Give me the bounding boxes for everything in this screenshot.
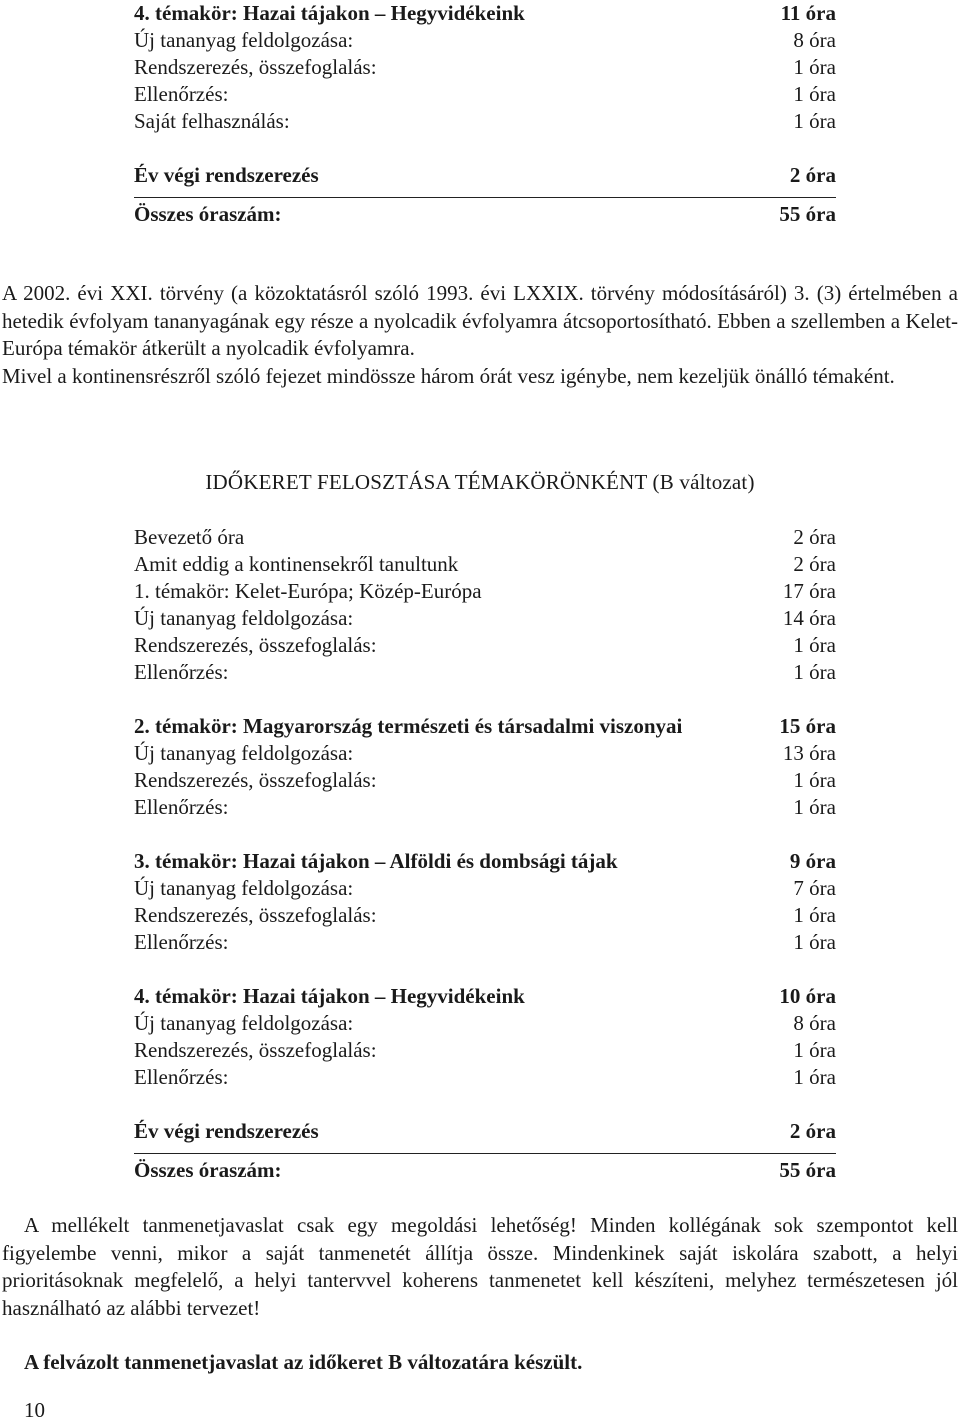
row-label: Új tananyag feldolgozása: — [134, 1011, 354, 1035]
intro-text — [2, 280, 958, 390]
row-label: Ellenőrzés: — [134, 1065, 229, 1089]
table-row — [134, 0, 836, 27]
row-label: Ellenőrzés: — [134, 660, 229, 684]
topic-hours: 9 óra — [789, 849, 836, 873]
row-hours: 8 óra — [793, 28, 836, 52]
topic-label: 2. témakör: Magyarország természeti és társadalmi viszonyai — [134, 714, 683, 738]
topic-hours: 11 óra — [780, 1, 836, 25]
row-label: Saját felhasználás: — [134, 109, 290, 133]
row-label: Rendszerezés, összefoglalás: — [134, 633, 377, 657]
row-label: Ellenőrzés: — [134, 82, 229, 106]
row-hours: 13 óra — [782, 741, 836, 765]
topic-label: 4. témakör: Hazai tájakon – Hegyvidékeink — [134, 984, 525, 1008]
row-label: Új tananyag feldolgozása: — [134, 606, 354, 630]
year-end-hours: 2 óra — [789, 163, 836, 187]
table-row — [134, 108, 836, 135]
row-hours: 8 óra — [793, 1011, 836, 1035]
row-hours: 1 óra — [793, 768, 836, 792]
row-hours: 14 óra — [782, 606, 836, 630]
row-hours: 2 óra — [793, 525, 836, 549]
row-label: Új tananyag feldolgozása: — [134, 741, 354, 765]
closing-text — [2, 1212, 958, 1322]
table-row — [134, 54, 836, 81]
top-hours-table — [134, 0, 836, 228]
section-heading: IDŐKERET FELOSZTÁSA TÉMAKÖRÖNKÉNT (B változat) — [205, 470, 755, 494]
table-row — [134, 929, 836, 956]
table-row — [134, 81, 836, 108]
total-divider — [134, 1153, 836, 1184]
row-label: Amit eddig a kontinensekről tanultunk — [134, 552, 459, 576]
row-hours: 1 óra — [793, 55, 836, 79]
law-paragraph: A 2002. évi XXI. törvény (a közoktatásról szóló 1993. évi LXXIX. törvény módosításáról) 3. (3) értelmében a hetedik évfolyam tananyagának egy része a nyolcadik évfolyamra átcsoportosítható. Ebben a szellemben a Kelet-Európa témakör átkerült a nyolcadik évfolyamra. — [2, 281, 958, 360]
row-hours: 2 óra — [793, 552, 836, 576]
main-hours-table — [134, 524, 836, 1184]
row-label: Rendszerezés, összefoglalás: — [134, 903, 377, 927]
topic-row — [134, 713, 836, 740]
year-end-hours: 2 óra — [789, 1119, 836, 1143]
row-label: Bevezető óra — [134, 525, 245, 549]
table-row — [134, 875, 836, 902]
topic-hours: 10 óra — [779, 984, 836, 1008]
table-row — [134, 767, 836, 794]
row-hours: 1 óra — [793, 795, 836, 819]
total-hours: 55 óra — [779, 202, 836, 226]
total-hours: 55 óra — [779, 1158, 836, 1182]
topic-row — [134, 848, 836, 875]
row-label: Új tananyag feldolgozása: — [134, 876, 354, 900]
row-label: Rendszerezés, összefoglalás: — [134, 1038, 377, 1062]
table-row — [134, 794, 836, 821]
topic-row — [134, 983, 836, 1010]
row-hours: 1 óra — [793, 1038, 836, 1062]
row-hours: 1 óra — [793, 930, 836, 954]
year-end-label: Év végi rendszerezés — [134, 1119, 319, 1143]
table-row — [134, 578, 836, 605]
row-hours: 1 óra — [793, 109, 836, 133]
table-row — [134, 1037, 836, 1064]
table-row — [134, 524, 836, 551]
total-divider — [134, 197, 836, 228]
table-row — [134, 551, 836, 578]
table-row — [134, 632, 836, 659]
table-row — [134, 1064, 836, 1091]
row-hours: 1 óra — [793, 660, 836, 684]
row-label: Rendszerezés, összefoglalás: — [134, 55, 377, 79]
table-row — [134, 27, 836, 54]
row-label: Ellenőrzés: — [134, 930, 229, 954]
total-label: Összes óraszám: — [134, 1158, 282, 1182]
row-label: Ellenőrzés: — [134, 795, 229, 819]
topic-hours: 15 óra — [779, 714, 836, 738]
closing-bold-note: A felvázolt tanmenetjavaslat az időkeret B változatára készült. — [24, 1350, 583, 1374]
row-hours: 17 óra — [782, 579, 836, 603]
row-hours: 1 óra — [793, 633, 836, 657]
table-row — [134, 605, 836, 632]
total-row — [134, 1157, 836, 1184]
row-label: Új tananyag feldolgozása: — [134, 28, 354, 52]
page-number: 10 — [24, 1398, 45, 1422]
table-row — [134, 740, 836, 767]
row-hours: 1 óra — [793, 903, 836, 927]
closing-paragraph: A mellékelt tanmenetjavaslat csak egy megoldási lehetőség! Minden kollégának sok szempontot kell figyelembe venni, mikor a saját tanmenetét állítja össze. Mindenkinek saját iskolára szabott, a helyi prioritásoknak megfelelő, a helyi tantervvel koherens tanmenetet kell készíteni, melyhez természetesen jól használható az alábbi tervezet! — [2, 1213, 958, 1320]
row-hours: 7 óra — [793, 876, 836, 900]
table-row — [134, 1010, 836, 1037]
row-label: 1. témakör: Kelet-Európa; Közép-Európa — [134, 579, 482, 603]
continent-paragraph: Mivel a kontinensrészről szóló fejezet mindössze három órát vesz igénybe, nem kezeljük önálló témaként. — [2, 363, 895, 388]
year-end-label: Év végi rendszerezés — [134, 163, 319, 187]
total-row — [134, 201, 836, 228]
topic-label: 3. témakör: Hazai tájakon – Alföldi és dombsági tájak — [134, 849, 618, 873]
row-hours: 1 óra — [793, 82, 836, 106]
total-label: Összes óraszám: — [134, 202, 282, 226]
row-hours: 1 óra — [793, 1065, 836, 1089]
year-end-row — [134, 162, 836, 189]
topic-label: 4. témakör: Hazai tájakon – Hegyvidékeink — [134, 1, 525, 25]
row-label: Rendszerezés, összefoglalás: — [134, 768, 377, 792]
table-row — [134, 659, 836, 686]
year-end-row — [134, 1118, 836, 1145]
table-row — [134, 902, 836, 929]
